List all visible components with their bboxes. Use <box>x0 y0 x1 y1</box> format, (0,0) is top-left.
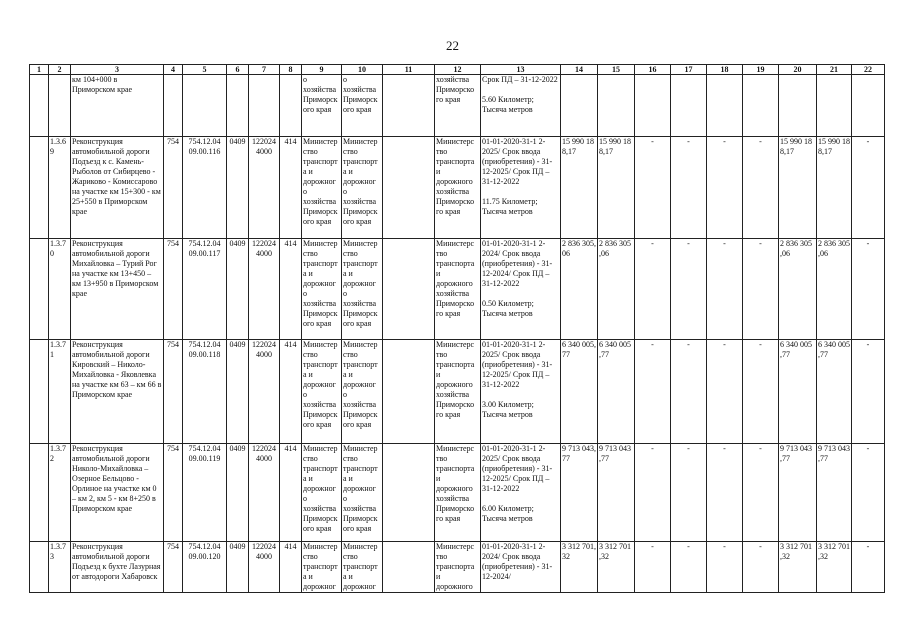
cell-c18: - <box>707 239 743 340</box>
data-table <box>29 64 885 593</box>
cell-c11 <box>383 137 435 239</box>
cell-c10: Министер ство транспорт а и дорожног о хозяйства Приморск ого края <box>342 239 383 340</box>
cell-c14: 15 990 18 8,17 <box>561 137 598 239</box>
cell-c5: 754.12.04 09.00.120 <box>183 542 227 593</box>
cell-c13: 01-01-2020-31-1 2-2025/ Срок ввода (приобретения) - 31-12-2025/ Срок ПД – 31-12-2022 3.00 Километр; Тысяча метров <box>481 340 561 444</box>
cell-c10: о хозяйства Приморск ого края <box>342 75 383 137</box>
cell-c21: 2 836 305 ,06 <box>817 239 852 340</box>
cell-c15: 9 713 043 ,77 <box>598 444 635 542</box>
column-header: 12 <box>435 65 481 75</box>
cell-c9: Министер ство транспорт а и дорожног о хозяйства Приморск ого края <box>302 239 342 340</box>
cell-c22: - <box>852 542 885 593</box>
cell-c4: 754 <box>164 340 183 444</box>
cell-c9: Министер ство транспорт а и дорожног о хозяйства Приморск ого края <box>302 444 342 542</box>
cell-c12: Министерс тво транспорта и дорожного <box>435 542 481 593</box>
cell-c20: 2 836 305 ,06 <box>779 239 817 340</box>
cell-name: Реконструкция автомобильной дороги Николо-Михайловка – Озерное Бельцово - Орлиное на участке км 0 – км 2, км 5 - км 8+250 в Приморском крае <box>71 444 164 542</box>
column-header: 16 <box>635 65 671 75</box>
cell-num: 1.3.72 <box>49 444 71 542</box>
cell-c5: 754.12.04 09.00.116 <box>183 137 227 239</box>
cell-c6: 0409 <box>227 444 249 542</box>
column-header: 4 <box>164 65 183 75</box>
table-row <box>30 239 885 340</box>
cell-num: 1.3.69 <box>49 137 71 239</box>
cell-c17: - <box>671 340 707 444</box>
cell-c22: - <box>852 137 885 239</box>
column-header: 21 <box>817 65 852 75</box>
header-row <box>30 65 885 75</box>
cell-col1 <box>30 75 49 137</box>
cell-col1 <box>30 340 49 444</box>
cell-c6: 0409 <box>227 340 249 444</box>
cell-c21: 9 713 043 ,77 <box>817 444 852 542</box>
cell-c5: 754.12.04 09.00.119 <box>183 444 227 542</box>
cell-c5 <box>183 75 227 137</box>
cell-c18: - <box>707 542 743 593</box>
cell-c14: 3 312 701, 32 <box>561 542 598 593</box>
cell-c16: - <box>635 444 671 542</box>
cell-c13: 01-01-2020-31-1 2-2024/ Срок ввода (приобретения) - 31-12-2024/ Срок ПД – 31-12-2022 0.50 Километр; Тысяча метров <box>481 239 561 340</box>
cell-c22: - <box>852 340 885 444</box>
column-header: 15 <box>598 65 635 75</box>
cell-c20: 15 990 18 8,17 <box>779 137 817 239</box>
cell-c8: 414 <box>280 340 302 444</box>
cell-c10: Министер ство транспорт а и дорожног о хозяйства Приморск ого края <box>342 340 383 444</box>
cell-c12: Министерс тво транспорта и дорожного хозяйства Приморско го края <box>435 239 481 340</box>
cell-c17 <box>671 75 707 137</box>
cell-c9: Министер ство транспорт а и дорожног о хозяйства Приморск ого края <box>302 340 342 444</box>
cell-c16 <box>635 75 671 137</box>
cell-c21: 3 312 701 ,32 <box>817 542 852 593</box>
column-header: 10 <box>342 65 383 75</box>
cell-c11 <box>383 542 435 593</box>
cell-num: 1.3.70 <box>49 239 71 340</box>
cell-name: Реконструкция автомобильной дороги Подъезд к бухте Лазурная от автодороги Хабаровск <box>71 542 164 593</box>
column-header: 19 <box>743 65 779 75</box>
cell-c14: 9 713 043, 77 <box>561 444 598 542</box>
table-row <box>30 444 885 542</box>
cell-c15: 6 340 005 ,77 <box>598 340 635 444</box>
cell-c19: - <box>743 542 779 593</box>
cell-c13: 01-01-2020-31-1 2-2025/ Срок ввода (приобретения) - 31-12-2025/ Срок ПД – 31-12-2022 11.75 Километр; Тысяча метров <box>481 137 561 239</box>
column-header: 18 <box>707 65 743 75</box>
cell-c20: 9 713 043 ,77 <box>779 444 817 542</box>
cell-c6: 0409 <box>227 137 249 239</box>
cell-c11 <box>383 239 435 340</box>
cell-c16: - <box>635 340 671 444</box>
cell-c9: Министер ство транспорт а и дорожног о хозяйства Приморск ого края <box>302 137 342 239</box>
table-row <box>30 75 885 137</box>
cell-c19: - <box>743 340 779 444</box>
column-header: 17 <box>671 65 707 75</box>
cell-c4: 754 <box>164 542 183 593</box>
cell-c19: - <box>743 444 779 542</box>
cell-c13: 01-01-2020-31-1 2-2025/ Срок ввода (приобретения) - 31-12-2025/ Срок ПД – 31-12-2022 6.00 Километр; Тысяча метров <box>481 444 561 542</box>
cell-c4: 754 <box>164 137 183 239</box>
cell-c4: 754 <box>164 239 183 340</box>
cell-c21 <box>817 75 852 137</box>
cell-c11 <box>383 444 435 542</box>
cell-c18 <box>707 75 743 137</box>
cell-c7: 122024 4000 <box>249 340 280 444</box>
column-header: 3 <box>71 65 164 75</box>
cell-c7 <box>249 75 280 137</box>
cell-c14: 2 836 305, 06 <box>561 239 598 340</box>
column-header: 14 <box>561 65 598 75</box>
column-header: 13 <box>481 65 561 75</box>
cell-c5: 754.12.04 09.00.117 <box>183 239 227 340</box>
cell-c4 <box>164 75 183 137</box>
column-header: 6 <box>227 65 249 75</box>
cell-c22 <box>852 75 885 137</box>
cell-c18: - <box>707 137 743 239</box>
cell-c15 <box>598 75 635 137</box>
cell-c10: Министер ство транспорт а и дорожног о хозяйства Приморск ого края <box>342 444 383 542</box>
cell-col1 <box>30 239 49 340</box>
cell-c15: 3 312 701 ,32 <box>598 542 635 593</box>
cell-num: 1.3.73 <box>49 542 71 593</box>
cell-c7: 122024 4000 <box>249 444 280 542</box>
cell-c16: - <box>635 542 671 593</box>
cell-c17: - <box>671 444 707 542</box>
column-header: 9 <box>302 65 342 75</box>
cell-c19: - <box>743 239 779 340</box>
cell-c6: 0409 <box>227 239 249 340</box>
cell-c8: 414 <box>280 444 302 542</box>
column-header: 5 <box>183 65 227 75</box>
cell-name: Реконструкция автомобильной дороги Подъезд к с. Камень-Рыболов от Сибирцево - Жариково - Комиссарово на участке км 15+300 - км 25+550 в Приморском крае <box>71 137 164 239</box>
cell-c17: - <box>671 542 707 593</box>
cell-c6: 0409 <box>227 542 249 593</box>
cell-c12: Министерс тво транспорта и дорожного хозяйства Приморско го края <box>435 444 481 542</box>
cell-c8: 414 <box>280 542 302 593</box>
column-header: 2 <box>49 65 71 75</box>
cell-c11 <box>383 75 435 137</box>
cell-name: Реконструкция автомобильной дороги Михайловка – Турий Рог на участке км 13+450 – км 13+950 в Приморском крае <box>71 239 164 340</box>
cell-c20 <box>779 75 817 137</box>
cell-c7: 122024 4000 <box>249 137 280 239</box>
cell-c21: 15 990 18 8,17 <box>817 137 852 239</box>
cell-c10: Министер ство транспорт а и дорожног <box>342 542 383 593</box>
cell-c7: 122024 4000 <box>249 239 280 340</box>
cell-c12: хозяйства Приморско го края <box>435 75 481 137</box>
cell-num: 1.3.71 <box>49 340 71 444</box>
cell-c14: 6 340 005, 77 <box>561 340 598 444</box>
cell-c14 <box>561 75 598 137</box>
cell-c10: Министер ство транспорт а и дорожног о хозяйства Приморск ого края <box>342 137 383 239</box>
cell-c9: Министер ство транспорт а и дорожног <box>302 542 342 593</box>
cell-c22: - <box>852 239 885 340</box>
cell-c20: 3 312 701 ,32 <box>779 542 817 593</box>
cell-c5: 754.12.04 09.00.118 <box>183 340 227 444</box>
cell-c8: 414 <box>280 137 302 239</box>
cell-c4: 754 <box>164 444 183 542</box>
cell-num <box>49 75 71 137</box>
cell-c17: - <box>671 239 707 340</box>
table-row <box>30 542 885 593</box>
column-header: 1 <box>30 65 49 75</box>
cell-c8: 414 <box>280 239 302 340</box>
cell-c19: - <box>743 137 779 239</box>
column-header: 22 <box>852 65 885 75</box>
cell-c13: Срок ПД – 31-12-2022 5.60 Километр; Тысяча метров <box>481 75 561 137</box>
cell-c20: 6 340 005 ,77 <box>779 340 817 444</box>
cell-c11 <box>383 340 435 444</box>
column-header: 20 <box>779 65 817 75</box>
cell-c21: 6 340 005 ,77 <box>817 340 852 444</box>
cell-c18: - <box>707 340 743 444</box>
page-number: 22 <box>446 38 459 53</box>
cell-c16: - <box>635 239 671 340</box>
table-row <box>30 137 885 239</box>
cell-c15: 15 990 18 8,17 <box>598 137 635 239</box>
cell-c15: 2 836 305 ,06 <box>598 239 635 340</box>
column-header: 11 <box>383 65 435 75</box>
cell-c9: о хозяйства Приморск ого края <box>302 75 342 137</box>
cell-c8 <box>280 75 302 137</box>
cell-col1 <box>30 444 49 542</box>
cell-c16: - <box>635 137 671 239</box>
cell-name: км 104+000 в Приморском крае <box>71 75 164 137</box>
cell-c12: Министерс тво транспорта и дорожного хозяйства Приморско го края <box>435 340 481 444</box>
cell-c22: - <box>852 444 885 542</box>
cell-name: Реконструкция автомобильной дороги Кировский – Николо-Михайловка - Яковлевка на участке км 63 – км 66 в Приморском крае <box>71 340 164 444</box>
table-row <box>30 340 885 444</box>
cell-col1 <box>30 542 49 593</box>
column-header: 7 <box>249 65 280 75</box>
cell-c13: 01-01-2020-31-1 2-2024/ Срок ввода (приобретения) - 31-12-2024/ <box>481 542 561 593</box>
cell-c12: Министерс тво транспорта и дорожного хозяйства Приморско го края <box>435 137 481 239</box>
cell-c18: - <box>707 444 743 542</box>
cell-c17: - <box>671 137 707 239</box>
cell-c7: 122024 4000 <box>249 542 280 593</box>
column-header: 8 <box>280 65 302 75</box>
cell-c6 <box>227 75 249 137</box>
cell-col1 <box>30 137 49 239</box>
cell-c19 <box>743 75 779 137</box>
